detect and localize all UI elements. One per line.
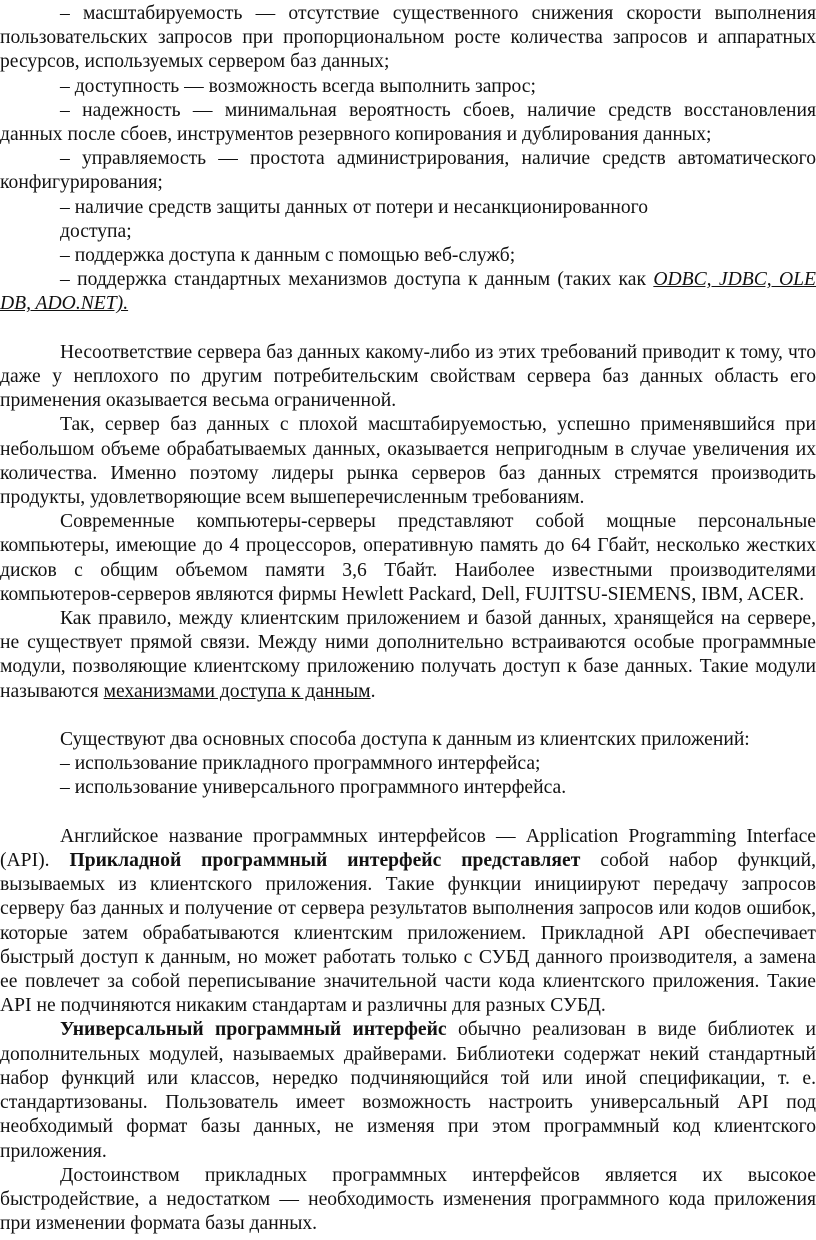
list-item-standards xyxy=(0,268,816,316)
paragraph-universal xyxy=(0,1018,816,1163)
paragraph-servers: Современные компьютеры-серверы представляют собой мощные персональные компьютеры, имеющие до 4 процессоров, оперативную память до 64 Гбайт, несколько жестких дисков с общим объемом памяти 3,6 Тбайт. Наиболее известными производителями компьютеров-серверов являются фирмы Hewlett Packard, Dell, FUJITSU-SIEMENS, IBM, ACER. xyxy=(0,511,816,605)
list-item-web-services: – поддержка доступа к данным с помощью веб-служб; xyxy=(60,245,516,267)
paragraph-mechanisms xyxy=(0,607,816,704)
list-item-way1: – использование прикладного программного интерфейса; xyxy=(60,753,541,775)
paragraph-two-ways: Существуют два основных способа доступа к данным из клиентских приложений: xyxy=(60,729,750,751)
standards-list: ODBC, JDBC, OLE DB, ADO.NET). xyxy=(0,269,816,315)
universal-rest: обычно реализован в виде библиотек и дополнительных модулей, называемых драйверами. Библиотеки содержат некий стандартный набор функций или классов, нередко подчиняющийся той или иной спецификации, т. е. стандартизованы. Пользователь имеет возможность настроить универсальный API под необходимый формат базы данных, не изменяя при этом программный код клиентского приложения. xyxy=(0,1019,816,1162)
api-term: Прикладной программный интерфейс представляет xyxy=(69,850,581,872)
paragraph-leaders: Так, сервер баз данных с плохой масштабируемостью, успешно применявшийся при небольшом объеме обрабатываемых данных, оказывается непригодным в случае увеличения их количества. Именно поэтому лидеры рынка серверов баз данных стремятся производить продукты, удовлетворяющие всем вышеперечисленным требованиям. xyxy=(0,414,816,509)
list-item-availability: – доступность — возможность всегда выполнить запрос; xyxy=(60,75,536,97)
list-item-scalability: – масштабируемость — отсутствие существенного снижения скорости выполнения пользовательских запросов при пропорциональном росте количества запросов и аппаратных ресурсов, используемых сервером баз данных; xyxy=(0,3,816,73)
mechanisms-end: . xyxy=(370,680,376,702)
mechanisms-text: Как правило, между клиентским приложением и базой данных, хранящейся на сервере, не существует прямой связи. Между ними дополнительно встраиваются особые программные модули, позволяющие клиентскому приложению получать доступ к базе данных. Такие модули называются xyxy=(0,608,816,702)
paragraph-mismatch: Несоответствие сервера баз данных какому-либо из этих требований приводит к тому, что даже у неплохого по другим потребительским свойствам сервера баз данных область его применения оказывается весьма ограниченной. xyxy=(0,341,816,412)
mechanisms-term: механизмами доступа к данным xyxy=(103,680,371,702)
api-intro: Английское название программных интерфейсов — Application Programming Interface (API). xyxy=(0,825,816,872)
list-item-security-line1: – наличие средств защиты данных от потери и несанкционированного xyxy=(60,196,648,218)
spacer xyxy=(0,704,816,728)
spacer xyxy=(0,801,816,825)
standards-lead-text: – поддержка стандартных механизмов доступа к данным (таких как xyxy=(60,269,654,291)
list-item-manageability: – управляемость — простота администрирования, наличие средств автоматического конфигурирования; xyxy=(0,148,816,194)
api-rest: собой набор функций, вызываемых из клиентского приложения. Такие функции инициируют передачу запросов серверу баз данных и получение от сервера результатов выполнения запросов или кодов ошибок, которые затем обрабатываются клиентским приложением. Прикладной API обеспечивает быстрый доступ к данным, но может работать только с СУБД данного производителя, а замена ее повлечет за собой переписывание значительной части кода клиентского приложения. Такие API не подчиняются никаким стандартам и различны для разных СУБД. xyxy=(0,850,816,1017)
paragraph-advantages: Достоинством прикладных программных интерфейсов является их высокое быстродействие, а недостатком — необходимость изменения программного кода приложения при изменении формата базы данных. xyxy=(0,1164,816,1235)
list-item-reliability: – надежность — минимальная вероятность сбоев, наличие средств восстановления данных после сбоев, инструментов резервного копирования и дублирования данных; xyxy=(0,99,816,146)
paragraph-api xyxy=(0,825,816,1019)
universal-term: Универсальный программный интерфейс xyxy=(60,1019,447,1041)
spacer xyxy=(0,317,816,341)
list-item-way2: – использование универсального программного интерфейса. xyxy=(60,777,567,799)
list-item-security-line2: доступа; xyxy=(60,220,132,242)
